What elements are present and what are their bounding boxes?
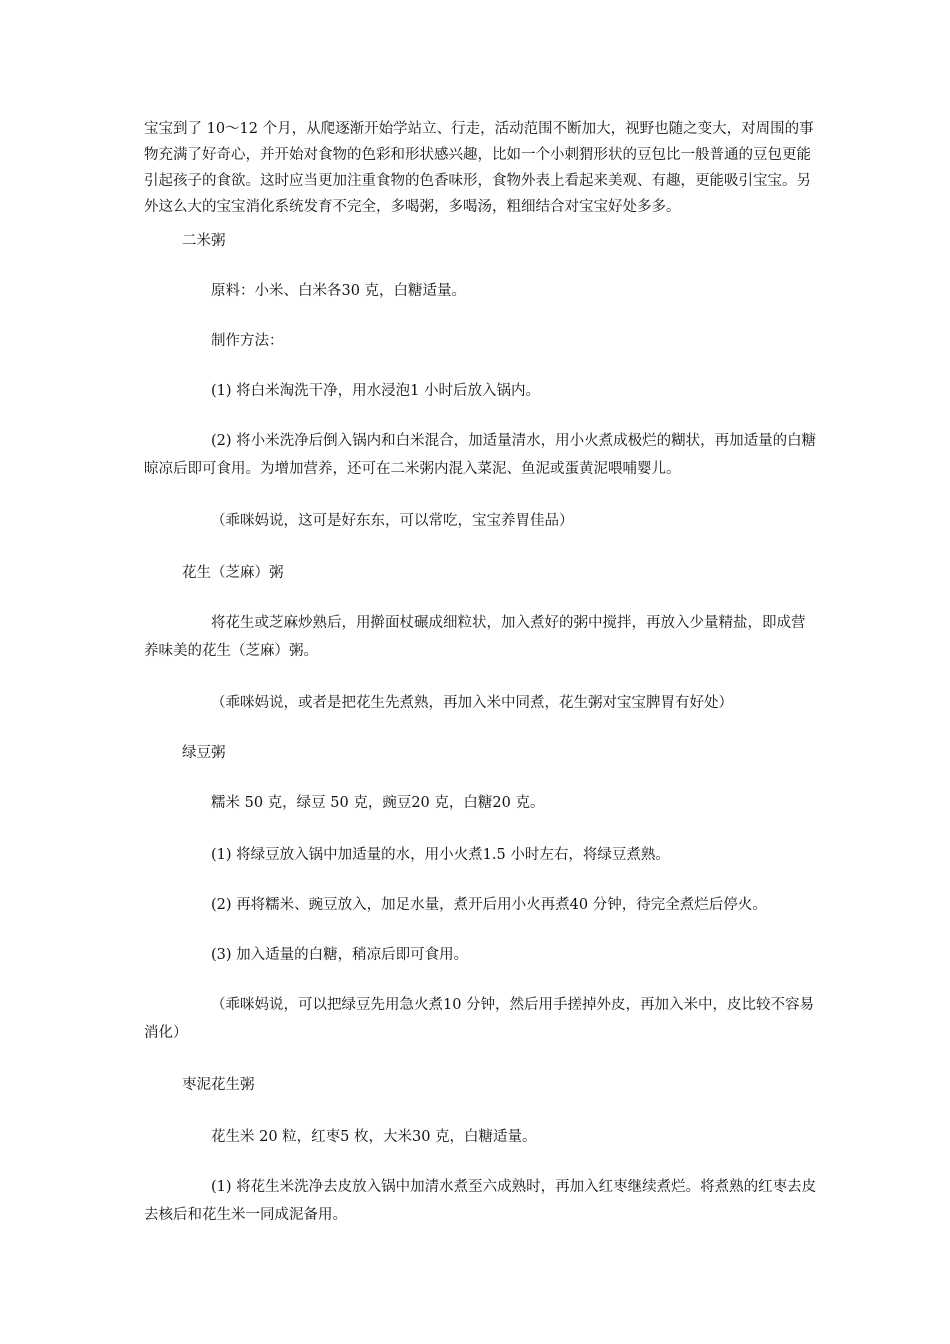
- step-text-continued: 去核后和花生米一同成泥备用。: [144, 1207, 347, 1223]
- intro-line-1: 宝宝到了 10～12 个月，从爬逐渐开始学站立、行走，活动范围不断加大，视野也随之变大，对周围的事: [144, 121, 814, 137]
- ingredients-text: 糯米 50 克，绿豆 50 克，豌豆20 克，白糖20 克。: [211, 795, 545, 811]
- intro-line-4: 外这么大的宝宝消化系统发育不完全，多喝粥，多喝汤，粗细结合对宝宝好处多多。: [144, 199, 681, 215]
- note-text: （乖咪妈说，可以把绿豆先用急火煮10 分钟，然后用手搓掉外皮，再加入米中，皮比较不容易: [211, 997, 815, 1013]
- step-text: (1) 将花生米洗净去皮放入锅中加清水煮至六成熟时，再加入红枣继续煮烂。将煮熟的红枣去皮: [211, 1179, 817, 1195]
- section-title-ermi-porridge: 二米粥: [182, 233, 226, 249]
- step-text: (2) 将小米洗净后倒入锅内和白米混合，加适量清水，用小火煮成极烂的糊状，再加适量的白糖: [211, 433, 817, 449]
- note-text: （乖咪妈说，这可是好东东，可以常吃，宝宝养胃佳品）: [211, 513, 574, 529]
- method-label: 制作方法：: [211, 333, 284, 349]
- section-title-date-peanut-porridge: 枣泥花生粥: [182, 1077, 255, 1093]
- section-title-peanut-porridge: 花生（芝麻）粥: [182, 565, 284, 581]
- note-text-continued: 消化）: [144, 1025, 188, 1041]
- intro-line-3: 引起孩子的食欲。这时应当更加注重食物的色香味形，食物外表上看起来美观、有趣，更能吸引宝宝。另: [144, 173, 811, 189]
- step-text: (1) 将白米淘洗干净，用水浸泡1 小时后放入锅内。: [211, 383, 540, 399]
- ingredients-text: 花生米 20 粒，红枣5 枚，大米30 克，白糖适量。: [211, 1129, 537, 1145]
- step-text: (1) 将绿豆放入锅中加适量的水，用小火煮1.5 小时左右，将绿豆煮熟。: [211, 847, 670, 863]
- intro-line-2: 物充满了好奇心，并开始对食物的色彩和形状感兴趣，比如一个小刺猬形状的豆包比一般普通的豆包更能: [144, 147, 811, 163]
- section-title-mung-bean-porridge: 绿豆粥: [182, 745, 226, 761]
- body-text-continued: 养味美的花生（芝麻）粥。: [144, 643, 318, 659]
- step-text: (2) 再将糯米、豌豆放入，加足水量，煮开后用小火再煮40 分钟，待完全煮烂后停火。: [211, 897, 767, 913]
- step-text-continued: 晾凉后即可食用。为增加营养，还可在二米粥内混入菜泥、鱼泥或蛋黄泥喂哺婴儿。: [144, 461, 681, 477]
- note-text: （乖咪妈说，或者是把花生先煮熟，再加入米中同煮，花生粥对宝宝脾胃有好处）: [211, 695, 733, 711]
- ingredients-text: 原料：小米、白米各30 克，白糖适量。: [211, 283, 467, 299]
- body-text: 将花生或芝麻炒熟后，用擀面杖碾成细粒状，加入煮好的粥中搅拌，再放入少量精盐，即成营: [211, 615, 806, 631]
- step-text: (3) 加入适量的白糖，稍凉后即可食用。: [211, 947, 469, 963]
